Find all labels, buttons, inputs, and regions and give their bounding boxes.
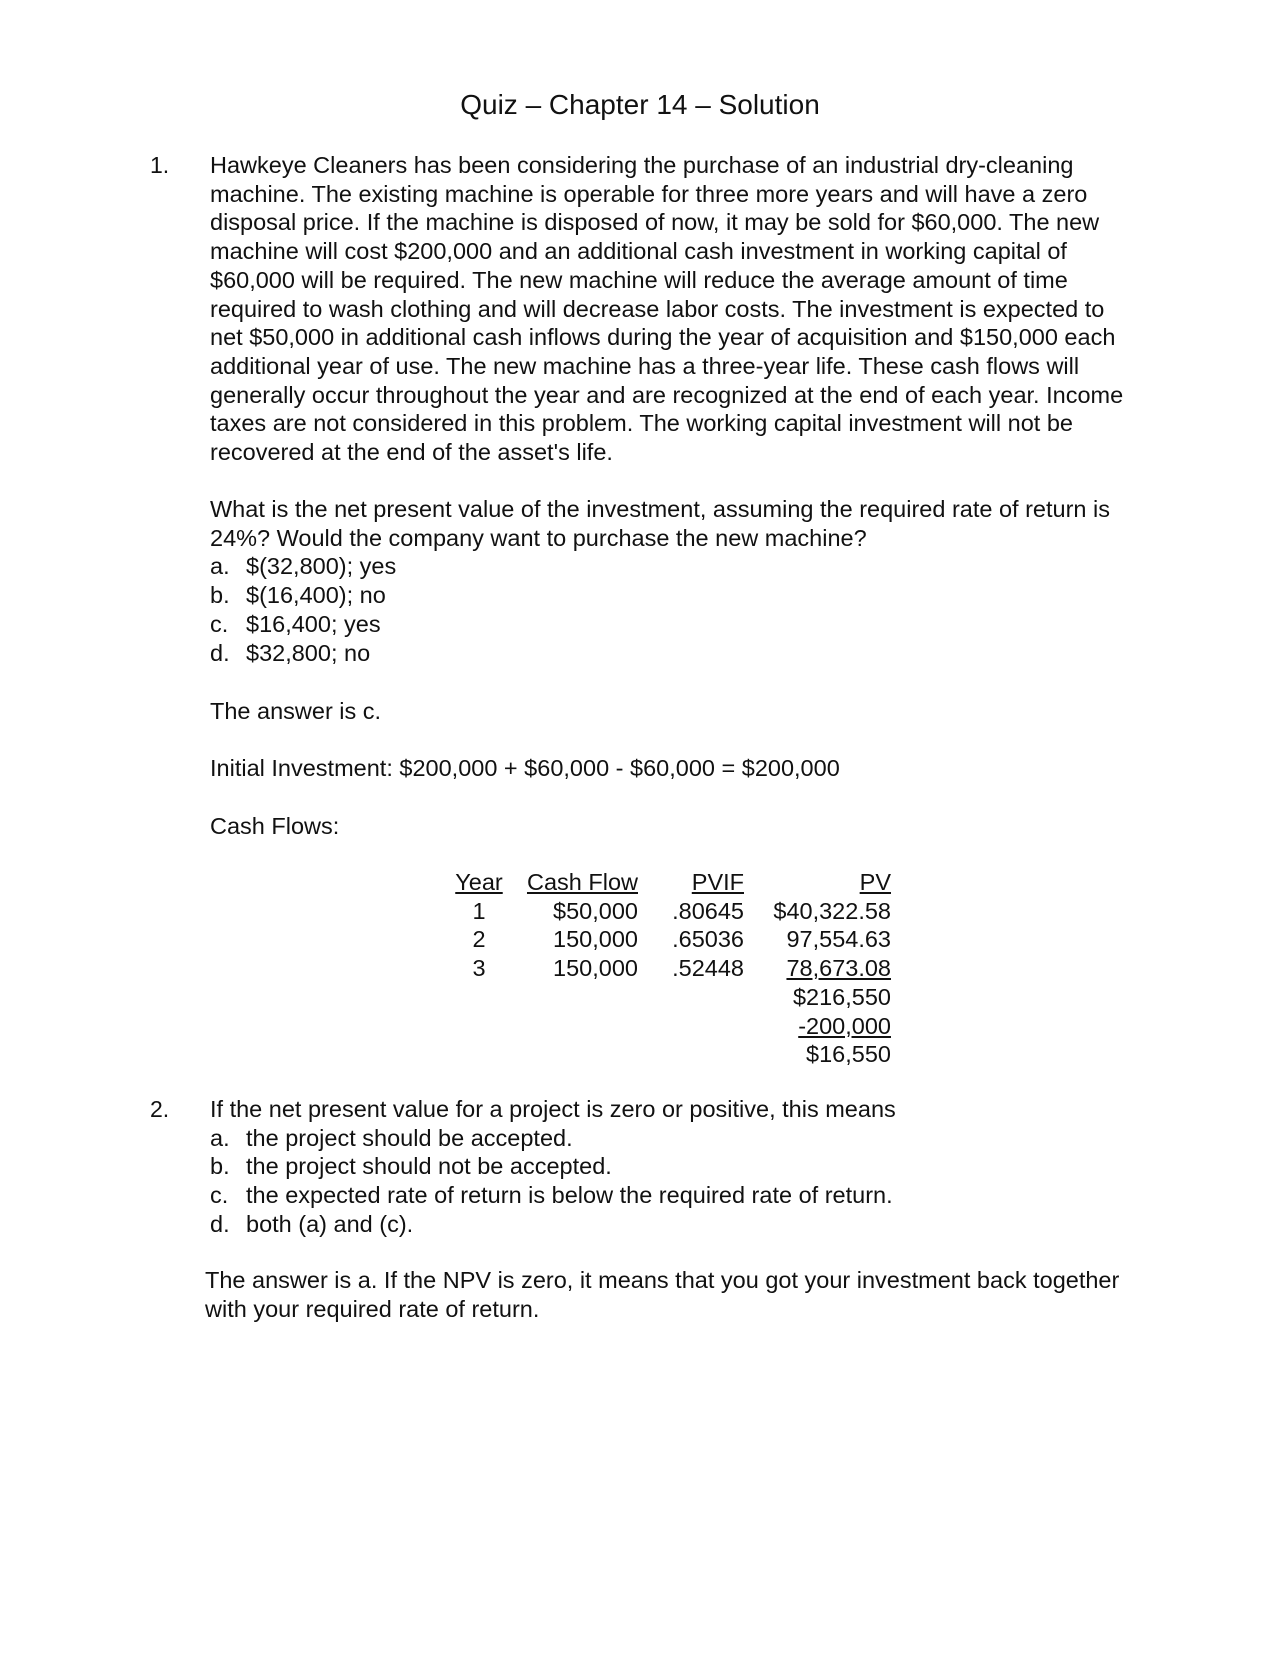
cell-year: 2 <box>472 926 486 953</box>
option-letter: b. <box>210 582 230 609</box>
table-row <box>448 954 891 983</box>
cell-pv: 97,554.63 <box>786 926 891 953</box>
stem-line: Hawkeye Cleaners has been considering the purchase of an industrial dry-cleaning <box>210 152 1074 178</box>
option-text: $(16,400); no <box>246 582 386 609</box>
table-row <box>448 897 891 926</box>
cell-cash-flow: 150,000 <box>553 955 638 982</box>
option-d <box>210 1210 1185 1239</box>
option-a <box>210 552 1185 581</box>
total-pv: $216,550 <box>792 983 891 1010</box>
cell-cash-flow: $50,000 <box>553 897 638 924</box>
option-text: $(32,800); yes <box>246 553 397 580</box>
cell-pvif: .52448 <box>672 955 744 982</box>
npv-row <box>448 1040 891 1069</box>
question-2 <box>210 1095 1185 1239</box>
header-year: Year <box>455 869 503 895</box>
option-text: the project should be accepted. <box>246 1124 573 1151</box>
option-letter: d. <box>210 639 230 666</box>
stem-line: additional year of use. The new machine has a three-year life. These cash flows will <box>210 352 1080 379</box>
cell-cash-flow: 150,000 <box>553 926 638 953</box>
prompt-line: What is the net present value of the investment, assuming the required rate of return is <box>210 496 1110 522</box>
investment-row <box>448 1012 891 1041</box>
cell-pvif: .80645 <box>672 897 744 924</box>
header-pv: PV <box>859 869 891 895</box>
npv-value: $16,550 <box>806 1041 891 1068</box>
question-1-stem <box>210 151 1185 467</box>
cell-pv: 78,673.08 <box>786 955 891 982</box>
option-letter: a. <box>210 553 230 580</box>
option-letter: a. <box>210 1124 230 1151</box>
option-text: $32,800; no <box>246 639 371 666</box>
cell-pvif: .65036 <box>672 926 744 953</box>
stem-line: generally occur throughout the year and are recognized at the end of each year. Income <box>210 381 1124 408</box>
stem-line: machine will cost $200,000 and an additional cash investment in working capital of <box>210 238 1067 265</box>
option-c <box>210 610 1185 639</box>
cell-year: 3 <box>472 955 486 982</box>
option-letter: c. <box>210 1182 229 1209</box>
stem-line: machine. The existing machine is operable for three more years and will have a zero <box>210 180 1088 207</box>
stem-line: disposal price. If the machine is disposed of now, it may be sold for $60,000. The new <box>210 209 1100 236</box>
option-text: the expected rate of return is below the required rate of return. <box>246 1182 893 1209</box>
question-2-number: 2. <box>150 1096 170 1122</box>
stem-line: required to wash clothing and will decrease labor costs. The investment is expected to <box>210 295 1105 322</box>
cell-year: 1 <box>472 897 486 924</box>
question-2-answer <box>205 1266 1205 1323</box>
option-c <box>210 1181 1185 1210</box>
answer-line: with your required rate of return. <box>205 1295 540 1322</box>
cell-pv: $40,322.58 <box>773 897 891 924</box>
option-a <box>210 1124 1185 1153</box>
cash-flows-label: Cash Flows: <box>210 813 340 839</box>
option-b <box>210 1152 1185 1181</box>
question-1-answer: The answer is c. <box>210 698 382 724</box>
stem-line: recovered at the end of the asset's life. <box>210 439 613 466</box>
question-1-prompt <box>210 495 1185 667</box>
table-header-row <box>448 868 891 897</box>
page-title: Quiz – Chapter 14 – Solution <box>460 89 820 120</box>
prompt-line: 24%? Would the company want to purchase the new machine? <box>210 524 867 551</box>
answer-line: The answer is a. If the NPV is zero, it means that you got your investment back together <box>205 1267 1120 1293</box>
total-row <box>448 983 891 1012</box>
header-cash-flow: Cash Flow <box>526 869 638 895</box>
option-letter: d. <box>210 1210 230 1237</box>
option-b <box>210 581 1185 610</box>
header-pvif: PVIF <box>691 869 744 895</box>
initial-investment: Initial Investment: $200,000 + $60,000 - $60,000 = $200,000 <box>210 755 840 781</box>
stem-line: net $50,000 in additional cash inflows during the year of acquisition and $150,000 each <box>210 324 1116 351</box>
less-investment: -200,000 <box>798 1012 891 1039</box>
question-1-number: 1. <box>150 152 170 178</box>
option-text: both (a) and (c). <box>246 1210 414 1237</box>
option-letter: b. <box>210 1153 230 1180</box>
option-d <box>210 639 1185 668</box>
table-row <box>448 925 891 954</box>
cash-flow-table <box>448 868 891 1069</box>
stem-line: $60,000 will be required. The new machine will reduce the average amount of time <box>210 266 1068 293</box>
question-2-stem: If the net present value for a project is zero or positive, this means <box>210 1096 896 1122</box>
option-letter: c. <box>210 610 229 637</box>
option-text: $16,400; yes <box>246 610 381 637</box>
option-text: the project should not be accepted. <box>246 1153 612 1180</box>
stem-line: taxes are not considered in this problem. The working capital investment will not be <box>210 410 1073 437</box>
